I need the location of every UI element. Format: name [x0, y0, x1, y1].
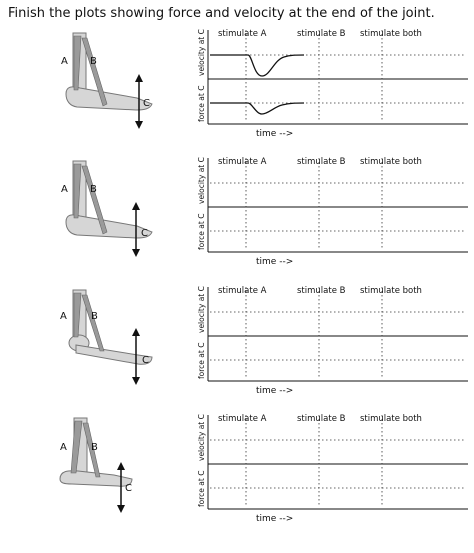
- plot-grid-1: [194, 28, 474, 158]
- time-axis-label: time -->: [256, 129, 294, 139]
- force-axis-label: force at C: [197, 213, 206, 250]
- label-a-4: A: [60, 442, 67, 453]
- time-axis-label: time -->: [256, 514, 294, 524]
- stimulate-a-label: stimulate A: [218, 157, 267, 167]
- lower-bone-3: [76, 345, 152, 364]
- plot-grid-2: [194, 156, 474, 286]
- plot-grid-3: [194, 285, 474, 415]
- stimulate-both-label: stimulate both: [360, 286, 422, 296]
- stimulate-both-label: stimulate both: [360, 29, 422, 39]
- label-b-2: B: [90, 184, 97, 195]
- stimulate-both-label: stimulate both: [360, 414, 422, 424]
- force-axis-label: force at C: [197, 85, 206, 122]
- joint-panel-4: [0, 413, 474, 543]
- stimulate-b-label: stimulate B: [297, 157, 346, 167]
- force-axis-label: force at C: [197, 470, 206, 507]
- worksheet-title: Finish the plots showing force and velocity at the end of the joint.: [8, 6, 435, 21]
- label-a-2: A: [61, 184, 68, 195]
- time-axis-label: time -->: [256, 257, 294, 267]
- velocity-axis-label: velocity at C: [197, 414, 206, 461]
- label-b-3: B: [91, 311, 98, 322]
- elbow-joint-diagram-3: [52, 285, 172, 395]
- elbow-joint-diagram-2: [52, 156, 172, 266]
- lower-bone-2: [66, 215, 152, 238]
- elbow-joint-diagram-1: [52, 28, 172, 138]
- velocity-axis-label: velocity at C: [197, 29, 206, 76]
- label-a-1: A: [61, 56, 68, 67]
- elbow-joint-diagram-4: [52, 413, 172, 523]
- plot-grid-4: [194, 413, 474, 543]
- stimulate-b-label: stimulate B: [297, 29, 346, 39]
- time-axis-label: time -->: [256, 386, 294, 396]
- stimulate-a-label: stimulate A: [218, 286, 267, 296]
- stimulate-both-label: stimulate both: [360, 157, 422, 167]
- joint-panel-3: [0, 285, 474, 415]
- label-b-1: B: [90, 56, 97, 67]
- stimulate-b-label: stimulate B: [297, 286, 346, 296]
- label-c-2: C: [141, 228, 148, 239]
- stimulate-a-label: stimulate A: [218, 29, 267, 39]
- stimulate-b-label: stimulate B: [297, 414, 346, 424]
- force-axis-label: force at C: [197, 342, 206, 379]
- velocity-axis-label: velocity at C: [197, 157, 206, 204]
- label-c-3: C: [142, 355, 149, 366]
- joint-panel-2: [0, 156, 474, 286]
- label-b-4: B: [91, 442, 98, 453]
- force-trace: [210, 103, 304, 114]
- label-c-1: C: [143, 98, 150, 109]
- joint-panel-1: [0, 28, 474, 158]
- label-c-4: C: [125, 483, 132, 494]
- velocity-trace: [210, 55, 304, 76]
- velocity-axis-label: velocity at C: [197, 286, 206, 333]
- label-a-3: A: [60, 311, 67, 322]
- stimulate-a-label: stimulate A: [218, 414, 267, 424]
